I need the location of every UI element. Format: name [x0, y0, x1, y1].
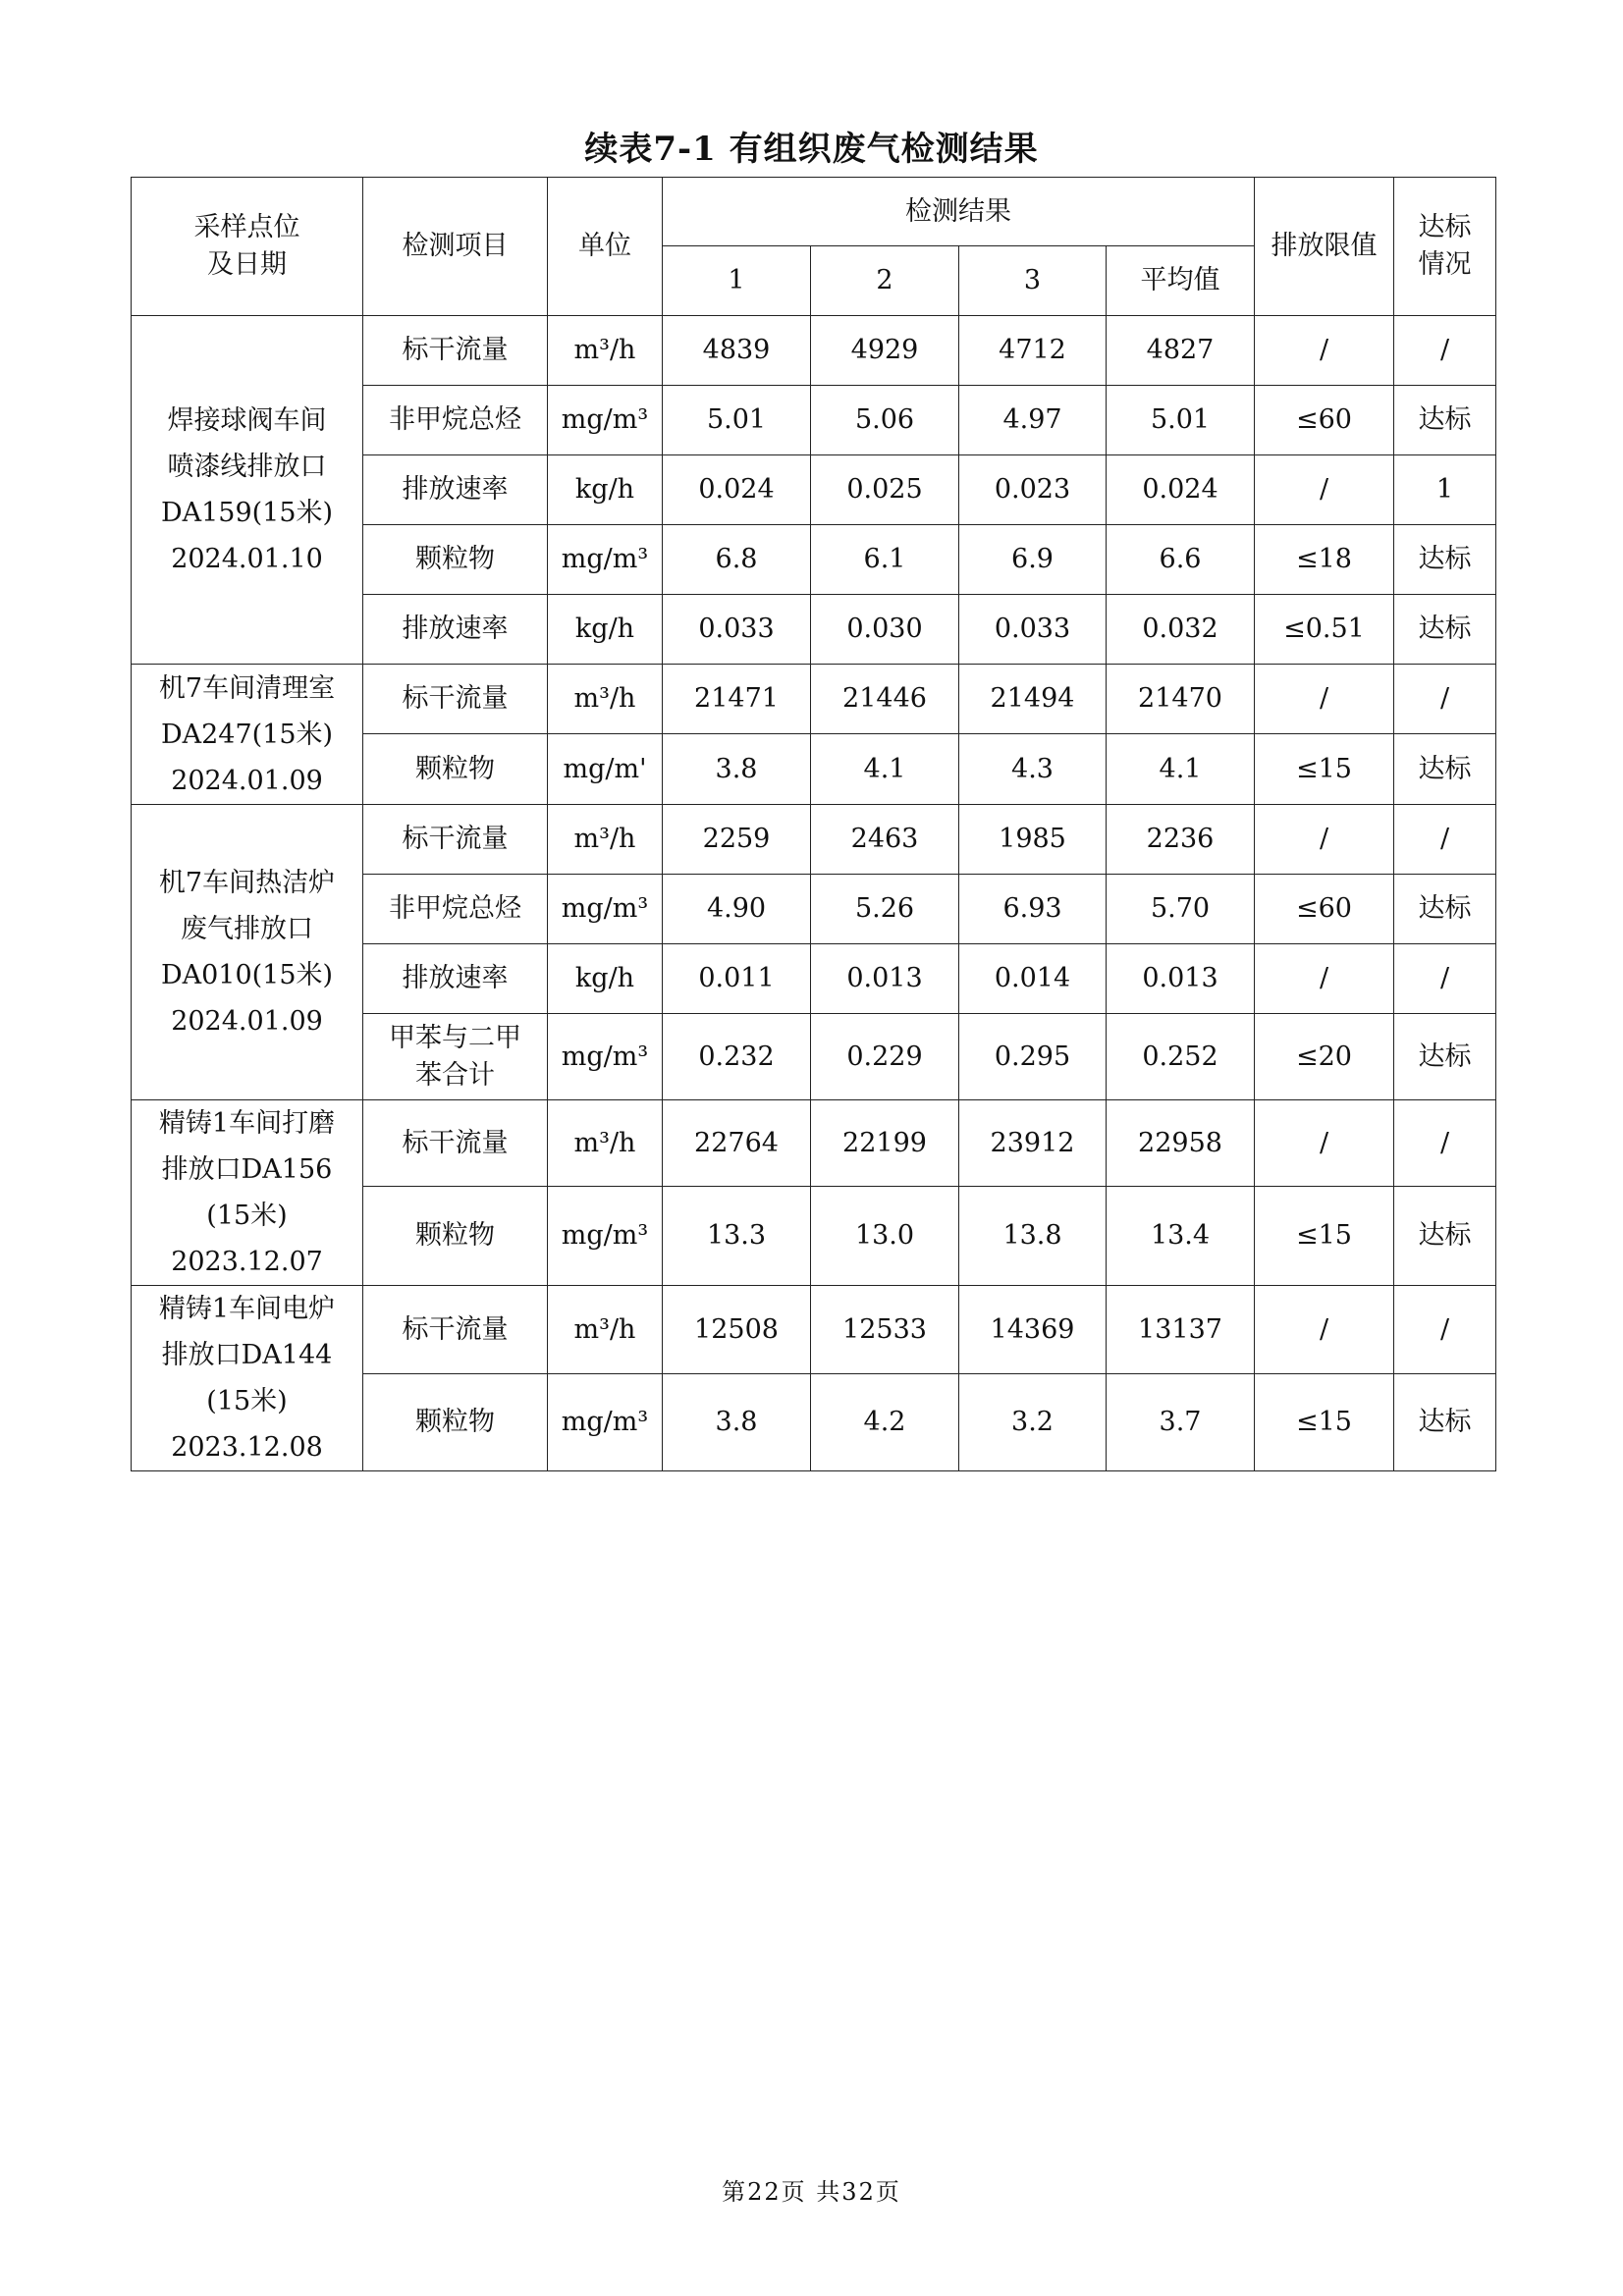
- item-cell: 排放速率: [363, 595, 548, 665]
- average-cell: 22958: [1107, 1100, 1255, 1187]
- limit-cell: /: [1255, 944, 1394, 1014]
- unit-cell: m³/h: [548, 316, 663, 386]
- average-cell: 0.252: [1107, 1014, 1255, 1100]
- result-3-cell: 3.2: [959, 1374, 1107, 1471]
- status-cell: 达标: [1394, 595, 1496, 665]
- result-3-cell: 4.3: [959, 734, 1107, 805]
- table-row: [132, 665, 1496, 734]
- average-cell: 21470: [1107, 665, 1255, 734]
- average-cell: 5.01: [1107, 386, 1255, 455]
- sampling-site-cell: 精铸1车间打磨 排放口DA156 (15米) 2023.12.07: [132, 1100, 363, 1286]
- average-cell: 6.6: [1107, 525, 1255, 595]
- status-cell: /: [1394, 316, 1496, 386]
- result-3-cell: 6.93: [959, 875, 1107, 944]
- sampling-site-cell: 焊接球阀车间 喷漆线排放口 DA159(15米) 2024.01.10: [132, 316, 363, 665]
- result-1-cell: 0.011: [663, 944, 811, 1014]
- result-3-cell: 6.9: [959, 525, 1107, 595]
- status-cell: 达标: [1394, 525, 1496, 595]
- result-3-cell: 0.033: [959, 595, 1107, 665]
- sampling-site-cell: 机7车间清理室 DA247(15米) 2024.01.09: [132, 665, 363, 805]
- result-1-cell: 2259: [663, 805, 811, 875]
- result-1-cell: 3.8: [663, 734, 811, 805]
- header-result-3: 3: [959, 246, 1107, 316]
- header-unit: 单位: [548, 178, 663, 316]
- page-footer: 第22页 共32页: [722, 2178, 901, 2206]
- unit-cell: mg/m³: [548, 1014, 663, 1100]
- item-cell: 颗粒物: [363, 1187, 548, 1286]
- limit-cell: ≤60: [1255, 875, 1394, 944]
- average-cell: 0.032: [1107, 595, 1255, 665]
- status-cell: 达标: [1394, 1374, 1496, 1471]
- status-cell: /: [1394, 1286, 1496, 1374]
- item-cell: 甲苯与二甲 苯合计: [363, 1014, 548, 1100]
- limit-cell: ≤20: [1255, 1014, 1394, 1100]
- result-1-cell: 22764: [663, 1100, 811, 1187]
- limit-cell: /: [1255, 455, 1394, 525]
- status-cell: 达标: [1394, 386, 1496, 455]
- unit-cell: m³/h: [548, 805, 663, 875]
- header-result-2: 2: [811, 246, 959, 316]
- table-body: [132, 178, 1496, 1471]
- result-2-cell: 4.1: [811, 734, 959, 805]
- unit-cell: mg/m³: [548, 386, 663, 455]
- item-cell: 排放速率: [363, 455, 548, 525]
- average-cell: 3.7: [1107, 1374, 1255, 1471]
- limit-cell: ≤15: [1255, 734, 1394, 805]
- result-2-cell: 0.013: [811, 944, 959, 1014]
- header-limit: 排放限值: [1255, 178, 1394, 316]
- result-3-cell: 4.97: [959, 386, 1107, 455]
- limit-cell: /: [1255, 1100, 1394, 1187]
- status-cell: /: [1394, 665, 1496, 734]
- result-1-cell: 0.232: [663, 1014, 811, 1100]
- table-row: [132, 1100, 1496, 1187]
- result-2-cell: 12533: [811, 1286, 959, 1374]
- status-cell: 达标: [1394, 875, 1496, 944]
- unit-cell: mg/m³: [548, 1187, 663, 1286]
- result-2-cell: 21446: [811, 665, 959, 734]
- status-cell: 达标: [1394, 1014, 1496, 1100]
- result-3-cell: 4712: [959, 316, 1107, 386]
- result-1-cell: 0.024: [663, 455, 811, 525]
- header-average: 平均值: [1107, 246, 1255, 316]
- average-cell: 0.013: [1107, 944, 1255, 1014]
- status-cell: 达标: [1394, 734, 1496, 805]
- unit-cell: kg/h: [548, 944, 663, 1014]
- limit-cell: /: [1255, 665, 1394, 734]
- header-row-1: [132, 178, 1496, 246]
- result-1-cell: 0.033: [663, 595, 811, 665]
- item-cell: 标干流量: [363, 1100, 548, 1187]
- limit-cell: ≤15: [1255, 1374, 1394, 1471]
- result-3-cell: 23912: [959, 1100, 1107, 1187]
- limit-cell: ≤0.51: [1255, 595, 1394, 665]
- unit-cell: mg/m³: [548, 875, 663, 944]
- status-cell: /: [1394, 805, 1496, 875]
- result-2-cell: 4.2: [811, 1374, 959, 1471]
- result-2-cell: 2463: [811, 805, 959, 875]
- average-cell: 2236: [1107, 805, 1255, 875]
- unit-cell: m³/h: [548, 1286, 663, 1374]
- item-cell: 颗粒物: [363, 734, 548, 805]
- result-1-cell: 4.90: [663, 875, 811, 944]
- status-cell: /: [1394, 1100, 1496, 1187]
- result-1-cell: 21471: [663, 665, 811, 734]
- sampling-site-cell: 精铸1车间电炉 排放口DA144 (15米) 2023.12.08: [132, 1286, 363, 1471]
- limit-cell: /: [1255, 1286, 1394, 1374]
- unit-cell: mg/m³: [548, 525, 663, 595]
- average-cell: 4.1: [1107, 734, 1255, 805]
- table-title: 续表7-1 有组织废气检测结果: [584, 130, 1039, 169]
- results-table: [131, 177, 1496, 1471]
- average-cell: 0.024: [1107, 455, 1255, 525]
- result-1-cell: 3.8: [663, 1374, 811, 1471]
- result-1-cell: 12508: [663, 1286, 811, 1374]
- item-cell: 非甲烷总烃: [363, 875, 548, 944]
- limit-cell: /: [1255, 316, 1394, 386]
- result-2-cell: 5.26: [811, 875, 959, 944]
- item-cell: 标干流量: [363, 1286, 548, 1374]
- result-2-cell: 0.025: [811, 455, 959, 525]
- result-2-cell: 13.0: [811, 1187, 959, 1286]
- item-cell: 颗粒物: [363, 1374, 548, 1471]
- result-3-cell: 21494: [959, 665, 1107, 734]
- result-1-cell: 4839: [663, 316, 811, 386]
- result-3-cell: 14369: [959, 1286, 1107, 1374]
- unit-cell: m³/h: [548, 665, 663, 734]
- status-cell: 达标: [1394, 1187, 1496, 1286]
- result-3-cell: 1985: [959, 805, 1107, 875]
- limit-cell: ≤18: [1255, 525, 1394, 595]
- result-3-cell: 13.8: [959, 1187, 1107, 1286]
- unit-cell: mg/m³: [548, 1374, 663, 1471]
- item-cell: 颗粒物: [363, 525, 548, 595]
- header-item: 检测项目: [363, 178, 548, 316]
- unit-cell: kg/h: [548, 455, 663, 525]
- unit-cell: m³/h: [548, 1100, 663, 1187]
- average-cell: 5.70: [1107, 875, 1255, 944]
- status-cell: /: [1394, 944, 1496, 1014]
- table-row: [132, 1286, 1496, 1374]
- unit-cell: mg/m': [548, 734, 663, 805]
- limit-cell: ≤15: [1255, 1187, 1394, 1286]
- result-2-cell: 0.030: [811, 595, 959, 665]
- sampling-site-cell: 机7车间热洁炉 废气排放口 DA010(15米) 2024.01.09: [132, 805, 363, 1100]
- result-2-cell: 4929: [811, 316, 959, 386]
- result-3-cell: 0.295: [959, 1014, 1107, 1100]
- unit-cell: kg/h: [548, 595, 663, 665]
- table-row: [132, 805, 1496, 875]
- header-results: 检测结果: [663, 178, 1255, 246]
- item-cell: 标干流量: [363, 316, 548, 386]
- item-cell: 标干流量: [363, 805, 548, 875]
- limit-cell: /: [1255, 805, 1394, 875]
- result-3-cell: 0.014: [959, 944, 1107, 1014]
- result-2-cell: 22199: [811, 1100, 959, 1187]
- status-cell: 1: [1394, 455, 1496, 525]
- average-cell: 4827: [1107, 316, 1255, 386]
- result-2-cell: 0.229: [811, 1014, 959, 1100]
- result-3-cell: 0.023: [959, 455, 1107, 525]
- item-cell: 非甲烷总烃: [363, 386, 548, 455]
- table-row: [132, 316, 1496, 386]
- item-cell: 标干流量: [363, 665, 548, 734]
- header-result-1: 1: [663, 246, 811, 316]
- header-status: 达标 情况: [1394, 178, 1496, 316]
- item-cell: 排放速率: [363, 944, 548, 1014]
- result-2-cell: 5.06: [811, 386, 959, 455]
- result-2-cell: 6.1: [811, 525, 959, 595]
- average-cell: 13.4: [1107, 1187, 1255, 1286]
- average-cell: 13137: [1107, 1286, 1255, 1374]
- header-site: 采样点位 及日期: [132, 178, 363, 316]
- result-1-cell: 6.8: [663, 525, 811, 595]
- result-1-cell: 13.3: [663, 1187, 811, 1286]
- result-1-cell: 5.01: [663, 386, 811, 455]
- limit-cell: ≤60: [1255, 386, 1394, 455]
